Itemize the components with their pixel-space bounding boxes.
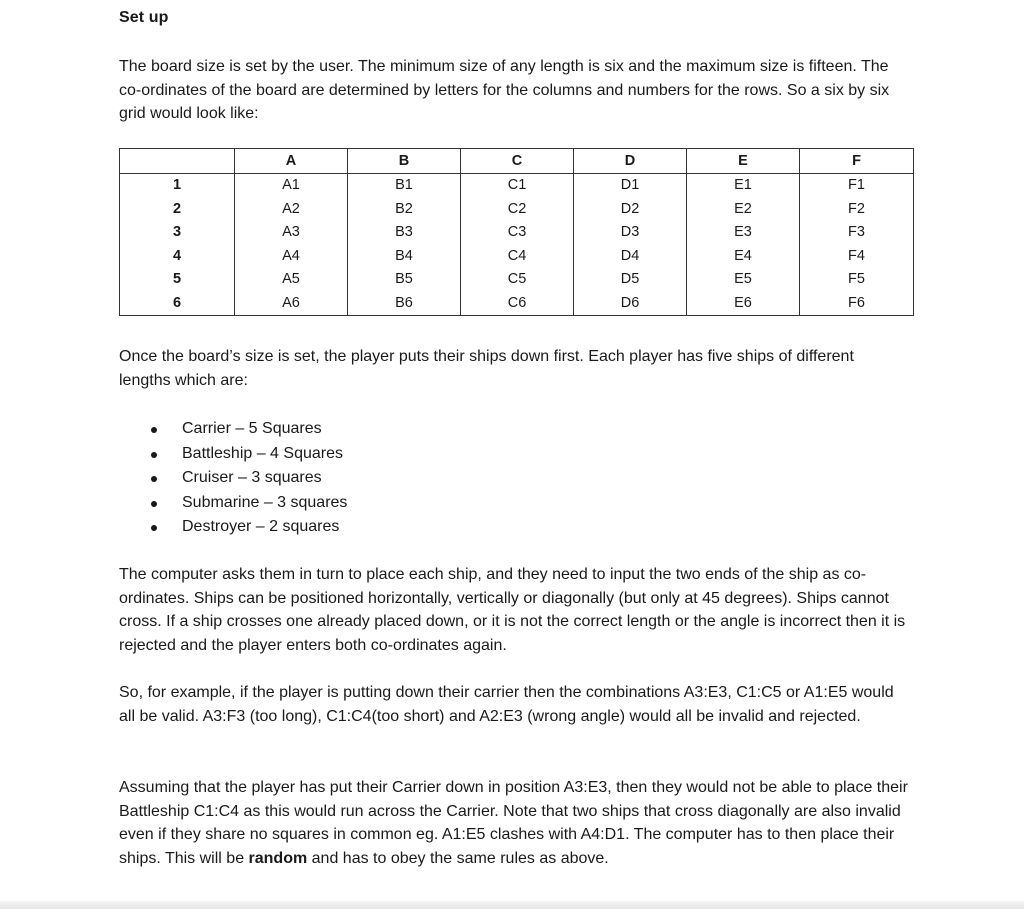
grid-cell: E5 [687, 268, 800, 292]
grid-cell: A6 [235, 291, 348, 315]
table-row [120, 173, 914, 197]
placement-rules-paragraph: The computer asks them in turn to place each ship, and they need to input the two ends of the ship as co-ordinates. Ships can be positioned horizontally, vertically or diagonally (but only at 45 degrees). Ships cannot cross. If a ship crosses one already placed down, or it is not the correct length or the angle is incorrect then it is rejected and the player enters both co-ordinates again. [119, 566, 906, 654]
list-item [119, 491, 347, 516]
grid-cell: D1 [574, 173, 687, 197]
list-item [119, 442, 347, 467]
table-row [120, 221, 914, 245]
grid-cell: A3 [235, 221, 348, 245]
grid-cell: C6 [461, 291, 574, 315]
row-header: 6 [120, 291, 235, 315]
crossing-text-start: Assuming that the player has put their Carrier down in position A3:E3, then they would not be able to place their Battleship C1:C4 as this would run across the Carrier. Note that two ships that cross diagonally are also invalid even if they share no squares in common eg. A1:E5 clashes with A4:D1. The computer has to then place their ships. This will be [119, 779, 908, 867]
bullet-icon [151, 452, 157, 458]
example-paragraph: So, for example, if the player is putting down their carrier then the combinations A3:E3, C1:C5 or A1:E5 would all be valid. A3:F3 (too long), C1:C4(too short) and A2:E3 (wrong angle) would all be invalid and rejected. [119, 684, 894, 725]
grid-cell: A1 [235, 173, 348, 197]
intro-paragraph: The board size is set by the user. The minimum size of any length is six and the maximum size is fifteen. The co-ordinates of the board are determined by letters for the columns and numbers for the rows. So a six by six grid would look like: [119, 58, 890, 122]
grid-cell: A4 [235, 244, 348, 268]
row-header: 1 [120, 173, 235, 197]
grid-cell: F5 [800, 268, 914, 292]
ship-label: Submarine – 3 squares [182, 493, 348, 511]
grid-cell: D5 [574, 268, 687, 292]
row-header: 2 [120, 197, 235, 221]
grid-cell: E1 [687, 173, 800, 197]
random-emphasis: random [248, 849, 308, 867]
grid-corner-cell [120, 149, 235, 174]
grid-cell: E6 [687, 291, 800, 315]
grid-cell: F1 [800, 173, 914, 197]
grid-cell: B5 [348, 268, 461, 292]
ship-label: Carrier – 5 Squares [182, 420, 322, 437]
ship-label: Battleship – 4 Squares [182, 444, 343, 462]
grid-cell: C4 [461, 244, 574, 268]
row-header: 5 [120, 268, 235, 292]
grid-cell: C2 [461, 197, 574, 221]
row-header: 3 [120, 221, 235, 245]
bullet-icon [151, 525, 157, 531]
grid-cell: A5 [235, 268, 348, 292]
column-header: C [461, 149, 574, 174]
column-header: B [348, 149, 461, 174]
grid-cell: F2 [800, 197, 914, 221]
bullet-icon [151, 427, 157, 433]
grid-cell: B4 [348, 244, 461, 268]
bullet-icon [151, 501, 157, 507]
crossing-rules-paragraph [119, 776, 919, 870]
column-header: E [687, 149, 800, 174]
section-heading: Set up [119, 9, 169, 26]
grid-cell: C3 [461, 221, 574, 245]
column-header: D [574, 149, 687, 174]
grid-cell: B3 [348, 221, 461, 245]
grid-cell: D6 [574, 291, 687, 315]
ship-label: Cruiser – 3 squares [182, 469, 322, 487]
grid-cell: F4 [800, 244, 914, 268]
ships-intro-paragraph: Once the board’s size is set, the player puts their ships down first. Each player has five ships of different lengths which are: [119, 348, 854, 389]
board-grid-table [119, 148, 914, 316]
table-row [120, 268, 914, 292]
crossing-text-end: and has to obey the same rules as above. [307, 849, 609, 867]
grid-cell: C5 [461, 268, 574, 292]
grid-cell: B6 [348, 291, 461, 315]
list-item [119, 466, 347, 491]
grid-cell: F6 [800, 291, 914, 315]
bullet-icon [151, 476, 157, 482]
grid-cell: C1 [461, 173, 574, 197]
table-row [120, 244, 914, 268]
grid-cell: D4 [574, 244, 687, 268]
grid-cell: E4 [687, 244, 800, 268]
column-header: A [235, 149, 348, 174]
list-item [119, 417, 347, 442]
ship-list [119, 417, 347, 540]
grid-cell: E2 [687, 197, 800, 221]
grid-header-row [120, 149, 914, 174]
list-item [119, 515, 347, 540]
grid-cell: B1 [348, 173, 461, 197]
row-header: 4 [120, 244, 235, 268]
grid-cell: D3 [574, 221, 687, 245]
grid-cell: F3 [800, 221, 914, 245]
grid-cell: B2 [348, 197, 461, 221]
table-row [120, 291, 914, 315]
grid-cell: E3 [687, 221, 800, 245]
column-header: F [800, 149, 914, 174]
grid-cell: D2 [574, 197, 687, 221]
grid-cell: A2 [235, 197, 348, 221]
table-row [120, 197, 914, 221]
page-bottom-edge [0, 901, 1024, 909]
ship-label: Destroyer – 2 squares [182, 518, 340, 536]
